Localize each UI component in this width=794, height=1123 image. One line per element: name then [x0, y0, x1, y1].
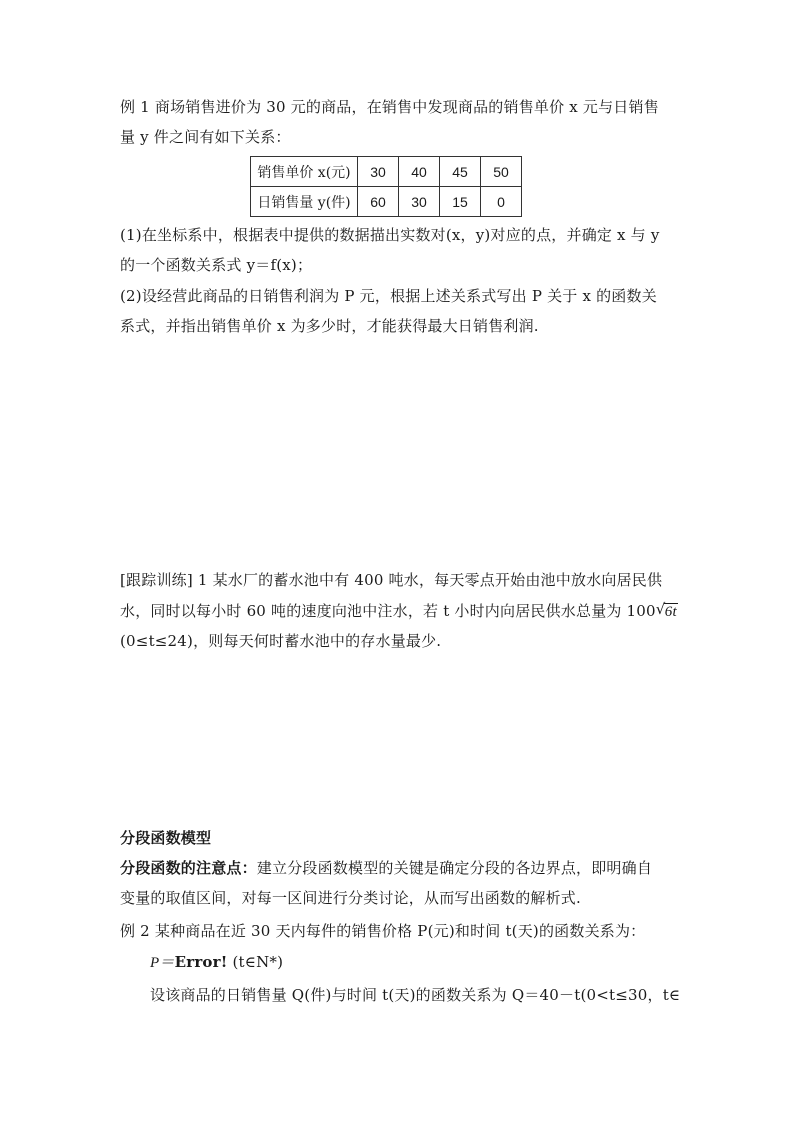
training1-line1: [跟踪训练] 1 某水厂的蓄水池中有 400 吨水，每天零点开始由池中放水向居民供 — [120, 571, 663, 589]
table-cell: 50 — [481, 157, 522, 187]
example1-line2: 量 y 件之间有如下关系： — [120, 128, 291, 146]
table-cell: 15 — [440, 187, 481, 217]
section-note-label: 分段函数的注意点： — [120, 859, 257, 877]
section-note-line2: 变量的取值区间，对每一区间进行分类讨论，从而写出函数的解析式. — [120, 889, 581, 907]
example2-line1: 例 2 某种商品在近 30 天内每件的销售价格 P(元)和时间 t(天)的函数关系为： — [120, 922, 646, 940]
training1-line2 — [120, 601, 678, 622]
table-cell: 40 — [399, 157, 440, 187]
example2-formula — [150, 952, 283, 973]
sqrt-content: 6t — [664, 604, 677, 620]
formula-error: Error! — [174, 953, 228, 971]
table-row-label-price: 销售单价 x(元) — [251, 157, 358, 187]
example2-line3: 设该商品的日销售量 Q(件)与时间 t(天)的函数关系为 Q＝40－t(0<t≤30，t∈ — [150, 986, 681, 1004]
table-cell: 30 — [399, 187, 440, 217]
table-cell: 45 — [440, 157, 481, 187]
section-note-text: 建立分段函数模型的关键是确定分段的各边界点，即明确自 — [256, 859, 653, 877]
formula-prefix: P＝ — [150, 955, 175, 971]
table-row-label-quantity: 日销售量 y(件) — [251, 187, 358, 217]
table-row — [251, 157, 522, 187]
formula-suffix: (t∈N*) — [227, 953, 284, 971]
training1-line3: (0≤t≤24)，则每天何时蓄水池中的存水量最少. — [120, 632, 442, 650]
table-row — [251, 187, 522, 217]
sqrt-expression — [656, 601, 678, 622]
table-cell: 30 — [358, 157, 399, 187]
section-title: 分段函数模型 — [120, 829, 212, 847]
example1-line1: 例 1 商场销售进价为 30 元的商品，在销售中发现商品的销售单价 x 元与日销售 — [120, 98, 659, 116]
section-note-line1 — [120, 858, 652, 878]
radical-sign-icon: √ — [655, 600, 666, 618]
training1-line2-text: 水，同时以每小时 60 吨的速度向池中注水，若 t 小时内向居民供水总量为 100 — [120, 602, 656, 620]
question1-line1: (1)在坐标系中，根据表中提供的数据描出实数对(x，y)对应的点，并确定 x 与 y — [120, 226, 660, 244]
price-quantity-table — [250, 156, 522, 217]
table-cell: 0 — [481, 187, 522, 217]
question1-line2: 的一个函数关系式 y＝f(x)； — [120, 256, 313, 274]
table-cell: 60 — [358, 187, 399, 217]
question2-line2: 系式，并指出销售单价 x 为多少时，才能获得最大日销售利润. — [120, 317, 539, 335]
question2-line1: (2)设经营此商品的日销售利润为 P 元，根据上述关系式写出 P 关于 x 的函数关 — [120, 287, 657, 305]
